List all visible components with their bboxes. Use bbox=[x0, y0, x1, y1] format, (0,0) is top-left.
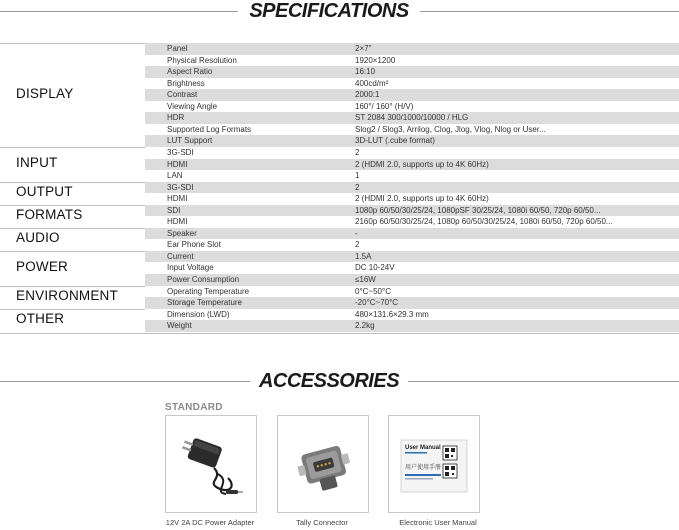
header-rule-left bbox=[0, 11, 238, 12]
spec-value: 2 (HDMI 2.0, supports up to 4K 60Hz) bbox=[355, 194, 489, 204]
spec-param: Physical Resolution bbox=[167, 55, 237, 65]
accessory-card-user-manual bbox=[388, 415, 480, 513]
spec-value: ≤16W bbox=[355, 275, 376, 284]
spec-value: 2 bbox=[355, 147, 360, 157]
spec-row bbox=[145, 262, 679, 274]
accessory-card-power-adapter bbox=[165, 415, 257, 513]
spec-value: ST 2084 300/1000/10000 / HLG bbox=[355, 113, 469, 123]
spec-param: Brightness bbox=[167, 78, 205, 88]
spec-param: Supported Log Formats bbox=[167, 124, 252, 134]
category-divider bbox=[0, 309, 145, 310]
spec-value: 16:10 bbox=[355, 67, 376, 77]
category-other: OTHER bbox=[16, 311, 65, 327]
spec-value: 1 bbox=[355, 171, 360, 181]
spec-param: Aspect Ratio bbox=[167, 67, 213, 77]
spec-row bbox=[145, 182, 679, 194]
spec-row bbox=[145, 216, 679, 228]
accessories-title: ACCESSORIES bbox=[258, 370, 400, 392]
spec-param: Contrast bbox=[167, 90, 198, 100]
tally-connector-icon bbox=[278, 416, 368, 512]
spec-row bbox=[145, 66, 679, 78]
spec-param: 3G-SDI bbox=[167, 147, 194, 157]
spec-row bbox=[145, 193, 679, 205]
spec-param: Input Voltage bbox=[167, 263, 214, 273]
category-formats: FORMATS bbox=[16, 207, 83, 223]
specifications-header bbox=[0, 0, 679, 22]
spec-value: 2160p 60/50/30/25/24, 1080p 60/50/30/25/24, 1080i 60/50, 720p 60/50... bbox=[355, 217, 613, 227]
accessory-caption-tally-connector: Tally Connector bbox=[296, 518, 348, 527]
spec-param: Power Consumption bbox=[167, 275, 240, 284]
category-audio: AUDIO bbox=[16, 230, 60, 246]
spec-row bbox=[145, 309, 679, 321]
category-output: OUTPUT bbox=[16, 184, 73, 200]
category-divider bbox=[0, 286, 145, 287]
category-divider bbox=[0, 251, 145, 252]
category-divider bbox=[0, 205, 145, 206]
spec-row bbox=[145, 101, 679, 113]
spec-param: Dimension (LWD) bbox=[167, 309, 230, 319]
spec-row bbox=[145, 43, 679, 55]
header-rule-left bbox=[0, 381, 250, 382]
category-environment: ENVIRONMENT bbox=[16, 288, 118, 304]
spec-value: 1920×1200 bbox=[355, 55, 396, 65]
spec-param: Ear Phone Slot bbox=[167, 240, 221, 250]
manual-card-title: User Manual bbox=[405, 445, 441, 451]
spec-row bbox=[145, 124, 679, 136]
spec-value: 480×131.6×29.3 mm bbox=[355, 309, 429, 319]
spec-value: -20°C~70°C bbox=[355, 298, 399, 308]
spec-value: 1080p 60/50/30/25/24, 1080pSF 30/25/24, 1080i 60/50, 720p 60/50... bbox=[355, 205, 601, 215]
spec-param: Speaker bbox=[167, 228, 197, 238]
spec-param: HDMI bbox=[167, 217, 188, 227]
spec-param: HDR bbox=[167, 113, 185, 123]
spec-row bbox=[145, 89, 679, 101]
spec-param: LAN bbox=[167, 171, 183, 181]
spec-row bbox=[145, 274, 679, 286]
header-rule-right bbox=[420, 11, 679, 12]
spec-param: Weight bbox=[167, 321, 192, 331]
spec-row bbox=[145, 205, 679, 217]
accessory-caption-user-manual: Electronic User Manual bbox=[399, 518, 477, 527]
spec-row bbox=[145, 112, 679, 124]
spec-value: 2 bbox=[355, 182, 360, 192]
spec-row bbox=[145, 78, 679, 90]
spec-value: 2000:1 bbox=[355, 90, 380, 100]
spec-value: 160°/ 160° (H/V) bbox=[355, 101, 414, 111]
spec-param: LUT Support bbox=[167, 136, 213, 146]
spec-param: HDMI bbox=[167, 194, 188, 204]
spec-row bbox=[145, 297, 679, 309]
category-divider bbox=[0, 147, 145, 148]
header-rule-right bbox=[408, 381, 679, 382]
accessories-header bbox=[0, 370, 679, 392]
spec-param: Current bbox=[167, 251, 194, 261]
accessory-card-tally-connector bbox=[277, 415, 369, 513]
spec-row bbox=[145, 239, 679, 251]
standard-label: STANDARD bbox=[165, 402, 223, 413]
category-display: DISPLAY bbox=[16, 85, 74, 101]
spec-row bbox=[145, 135, 679, 147]
spec-value: 400cd/m² bbox=[355, 78, 389, 88]
spec-value: 2 bbox=[355, 240, 360, 250]
spec-row bbox=[145, 159, 679, 171]
spec-row bbox=[145, 286, 679, 298]
spec-row bbox=[145, 147, 679, 159]
spec-row bbox=[145, 170, 679, 182]
spec-value: 2×7" bbox=[355, 44, 372, 53]
spec-value: 2.2kg bbox=[355, 321, 375, 331]
spec-value: 2 (HDMI 2.0, supports up to 4K 60Hz) bbox=[355, 159, 489, 169]
spec-param: Operating Temperature bbox=[167, 286, 250, 296]
specifications-title: SPECIFICATIONS bbox=[249, 0, 409, 22]
spec-param: Panel bbox=[167, 44, 188, 53]
spec-value: Slog2 / Slog3, Arrilog, Clog, Jlog, Vlog, Nlog or User... bbox=[355, 124, 546, 134]
spec-value: 1.5A bbox=[355, 251, 372, 261]
table-bottom-rule bbox=[0, 333, 679, 334]
spec-row bbox=[145, 320, 679, 332]
spec-row bbox=[145, 228, 679, 240]
spec-param: Viewing Angle bbox=[167, 101, 218, 111]
category-input: INPUT bbox=[16, 155, 58, 171]
spec-param: 3G-SDI bbox=[167, 182, 194, 192]
spec-row bbox=[145, 55, 679, 67]
spec-value: 0°C~50°C bbox=[355, 286, 391, 296]
spec-param: SDI bbox=[167, 205, 181, 215]
spec-value: - bbox=[355, 228, 358, 238]
category-divider bbox=[0, 182, 145, 183]
spec-param: HDMI bbox=[167, 159, 188, 169]
manual-card-subtitle: 用户使用手册 bbox=[405, 465, 442, 471]
spec-value: 3D-LUT (.cube format) bbox=[355, 136, 435, 146]
power-adapter-icon bbox=[166, 416, 256, 512]
spec-row bbox=[145, 251, 679, 263]
category-power: POWER bbox=[16, 259, 69, 275]
category-divider bbox=[0, 228, 145, 229]
spec-param: Storage Temperature bbox=[167, 298, 243, 308]
spec-value: DC 10-24V bbox=[355, 263, 395, 273]
accessory-caption-power-adapter: 12V 2A DC Power Adapter bbox=[165, 518, 255, 527]
